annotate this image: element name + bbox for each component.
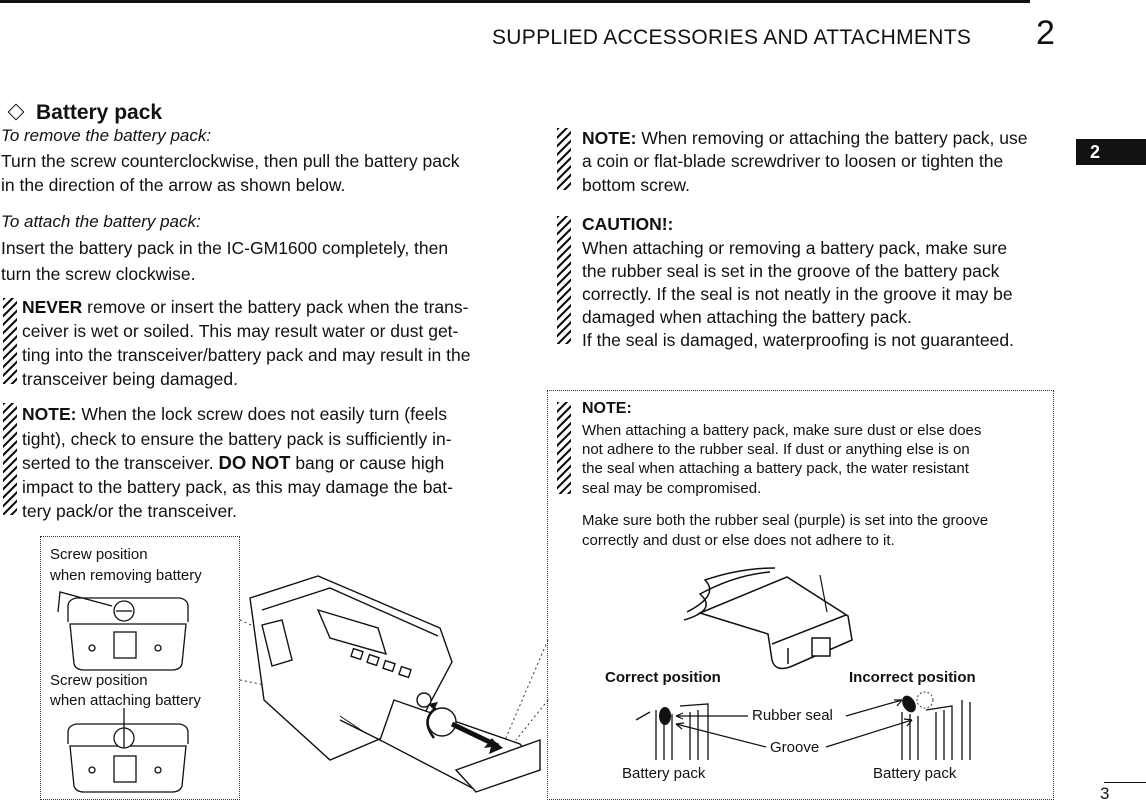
battery-pack-label-right: Battery pack [873,765,957,782]
caution-label: CAUTION!: [582,214,674,234]
page-number: 3 [1100,784,1110,803]
lock-text-3a: serted to the transceiver. [22,453,219,473]
lock-label: NOTE: [22,404,77,424]
screw-attach-label-2: when attaching battery [50,692,201,709]
seal-line-4: seal may be compromised. [582,480,762,497]
attach-line-1: Insert the battery pack in the IC-GM1600 completely, then [1,238,449,258]
battery-pack-label-left: Battery pack [622,765,706,782]
attach-heading: To attach the battery pack: [1,212,201,231]
do-not-emphasis: DO NOT [218,452,291,473]
section-title-text: Battery pack [36,101,163,124]
never-label: NEVER [22,297,83,317]
incorrect-position-label: Incorrect position [849,669,976,686]
chapter-side-tab: 2 [1076,139,1146,165]
seal-line-3: the seal when attaching a battery pack, the water resistant [582,460,969,477]
screw-remove-label-2: when removing battery [50,567,202,584]
seal-line-2: not adhere to the rubber seal. If dust or anything else is on [582,441,970,458]
make-sure-line-2: correctly and dust or else does not adhere to it. [582,532,895,549]
remove-line-1: Turn the screw counterclockwise, then pull the battery pack [1,151,460,171]
lock-text-3b: bang or cause high [290,453,445,473]
chapter-number: 2 [1036,14,1055,52]
never-line-3: ting into the transceiver/battery pack and may result in the [22,345,471,365]
rubber-seal-label: Rubber seal [752,707,833,724]
page-header-title: SUPPLIED ACCESSORIES AND ATTACHMENTS [492,26,972,49]
groove-label: Groove [770,739,820,756]
screw-attach-label-1: Screw position [50,672,148,689]
remove-line-2: in the direction of the arrow as shown below. [1,175,346,195]
screw-remove-label-1: Screw position [50,546,148,563]
lock-line-2: tight), check to ensure the battery pack is sufficiently in- [22,429,452,449]
coin-label: NOTE: [582,128,637,148]
seal-line-1: When attaching a battery pack, make sure dust or else does [582,422,982,439]
coin-text-1: When removing or attaching the battery pack, use [636,128,1028,148]
attach-line-2: turn the screw clockwise. [1,264,196,284]
screw-attach-illustration [68,708,188,792]
caution-line-1: When attaching or removing a battery pack, make sure [582,238,1008,258]
remove-heading: To remove the battery pack: [1,126,212,145]
caution-line-3: correctly. If the seal is not neatly in the groove it may be [582,284,1013,304]
caution-line-2: the rubber seal is set in the groove of the battery pack [582,261,1000,281]
caution-line-5: If the seal is damaged, waterproofing is not guaranteed. [582,330,1014,350]
never-line-2: ceiver is wet or soiled. This may result water or dust get- [22,321,459,341]
lock-line-4: impact to the battery pack, as this may damage the bat- [22,477,453,497]
coin-line-3: bottom screw. [582,175,690,195]
never-text-1: remove or insert the battery pack when the trans- [82,297,469,317]
make-sure-line-1: Make sure both the rubber seal (purple) is set into the groove [582,512,989,529]
coin-line-2: a coin or flat-blade screwdriver to loosen or tighten the [582,151,1004,171]
caution-line-4: damaged when attaching the battery pack. [582,307,912,327]
seal-note-label: NOTE: [582,400,632,417]
screw-remove-illustration [58,592,188,670]
never-line-4: transceiver being damaged. [22,369,238,389]
correct-position-label: Correct position [605,669,721,686]
lock-line-5: tery pack/or the transceiver. [22,501,237,521]
radio-transceiver-illustration [250,576,540,792]
lock-text-1: When the lock screw does not easily turn (feels [76,404,448,424]
